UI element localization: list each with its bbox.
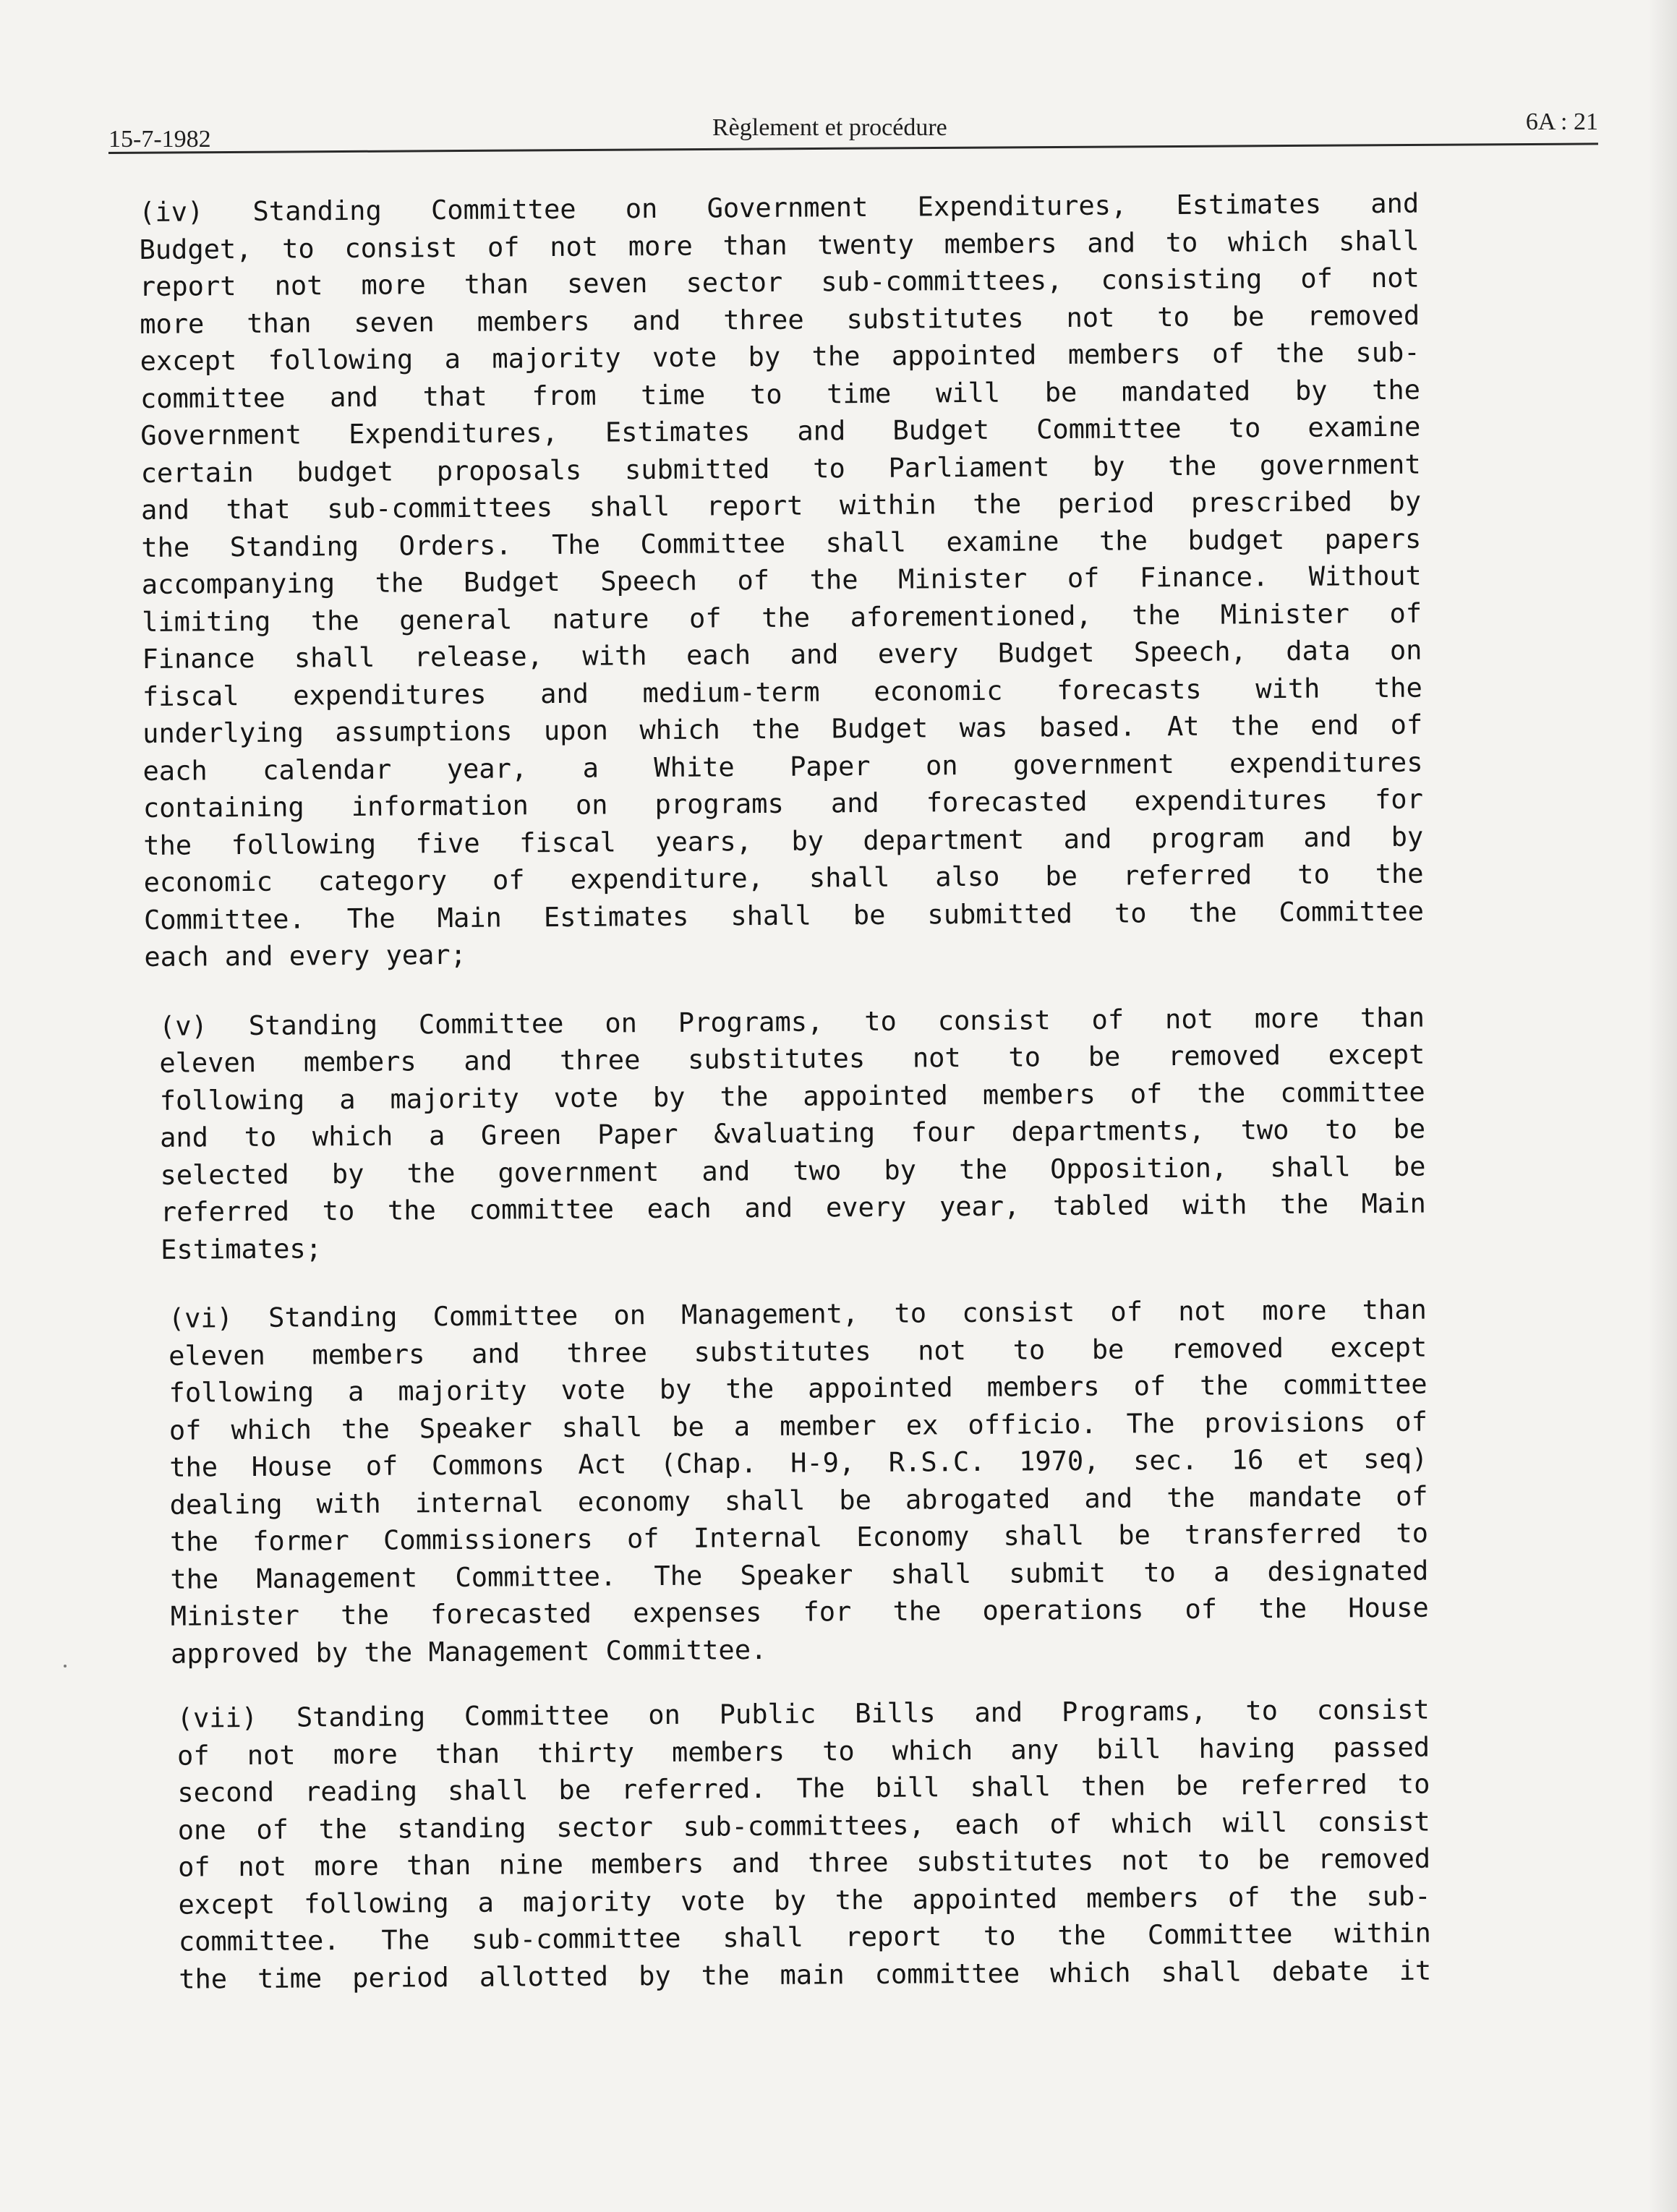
paragraph-line: more than seven members and three substitutes not to be removed [140, 299, 1420, 340]
paragraph-line: Finance shall release, with each and every Budget Speech, data on [142, 634, 1422, 675]
paragraph-line: following a majority vote by the appointed members of the committee [159, 1076, 1425, 1116]
paragraph-line: except following a majority vote by the appointed members of the sub- [140, 336, 1420, 377]
paragraph-line: Minister the forecasted expenses for the operations of the House [170, 1592, 1429, 1632]
paragraph-vi [168, 1291, 1430, 1673]
paragraph-line: and that sub-committees shall report within the period prescribed by [140, 485, 1422, 526]
paragraph-line: selected by the government and two by the Opposition, shall be [160, 1150, 1426, 1191]
header-page-number: 6A : 21 [1525, 108, 1598, 135]
paragraph-line: Estimates; [161, 1232, 323, 1265]
paragraph-line: each and every year; [144, 939, 467, 973]
paragraph-line: the Management Committee. The Speaker shall submit to a designated [170, 1555, 1429, 1595]
paragraph-line: certain budget proposals submitted to Parliament by the government [140, 448, 1421, 489]
paragraph-line: the following five fiscal years, by department and program and by [143, 821, 1424, 861]
paragraph-line: referred to the committee each and every year, tabled with the Main [160, 1187, 1426, 1228]
paragraph-line: Budget, to consist of not more than twenty members and to which shall [139, 225, 1420, 265]
paragraph-line: of which the Speaker shall be a member ex officio. The provisions of [168, 1406, 1428, 1446]
paragraph-iv [139, 185, 1425, 976]
paragraph-line: (vii) Standing Committee on Public Bills and Programs, to consist [176, 1694, 1430, 1734]
paragraph-line: Committee. The Main Estimates shall be submitted to the Committee [143, 895, 1425, 936]
paragraph-line: dealing with internal economy shall be abrogated and the mandate of [169, 1480, 1428, 1521]
document-body [139, 185, 1432, 2030]
paragraph-line: committee. The sub-committee shall report to the Committee within [178, 1917, 1431, 1957]
paragraph-line: containing information on programs and forecasted expenditures for [142, 783, 1424, 824]
paragraph-line: underlying assumptions upon which the Budget was based. At the end of [142, 709, 1423, 749]
paragraph-line: one of the standing sector sub-committees, each of which will consist [177, 1806, 1430, 1846]
paragraph-line: report not more than seven sector sub-committees, consisting of not [139, 262, 1420, 302]
paragraph-line: (iv) Standing Committee on Government Expenditures, Estimates and [139, 187, 1420, 228]
paragraph-line: limiting the general nature of the aforementioned, the Minister of [141, 597, 1422, 638]
paragraph-line: the Standing Orders. The Committee shall examine the budget papers [141, 523, 1422, 563]
paragraph-line: each calendar year, a White Paper on government expenditures [142, 746, 1423, 787]
paragraph-line: eleven members and three substitutes not to be removed except [159, 1038, 1425, 1079]
paragraph-line: Government Expenditures, Estimates and Budget Committee to examine [140, 411, 1421, 451]
paragraph-line: economic category of expenditure, shall also be referred to the [143, 858, 1424, 898]
paragraph-line: except following a majority vote by the appointed members of the sub- [178, 1880, 1431, 1921]
paragraph-line: the House of Commons Act (Chap. H-9, R.S.C. 1970, sec. 16 et seq) [169, 1443, 1428, 1483]
page-edge-shadow [1648, 0, 1677, 2212]
paragraph-line: (v) Standing Committee on Programs, to consist of not more than [158, 1002, 1425, 1042]
header-title: Règlement et procédure [712, 114, 947, 141]
paragraph-line: following a majority vote by the appointed members of the committee [168, 1368, 1428, 1409]
paragraph-line: accompanying the Budget Speech of the Minister of Finance. Without [141, 560, 1422, 600]
paragraph-line: of not more than nine members and three substitutes not to be removed [178, 1842, 1431, 1883]
paragraph-line: (vi) Standing Committee on Management, to consist of not more than [168, 1294, 1427, 1334]
paragraph-line: of not more than thirty members to which any bill having passed [176, 1731, 1430, 1772]
paragraph-line: the former Commissioners of Internal Economy shall be transferred to [169, 1517, 1429, 1558]
paragraph-vii [177, 1691, 1432, 1998]
paragraph-line: fiscal expenditures and medium-term economic forecasts with the [142, 672, 1422, 712]
paragraph-line: eleven members and three substitutes not to be removed except [168, 1331, 1428, 1372]
paragraph-line: committee and that from time to time will be mandated by the [140, 374, 1421, 414]
paragraph-line: approved by the Management Committee. [170, 1634, 767, 1670]
paragraph-line: the time period allotted by the main committee which shall debate it [179, 1955, 1432, 1995]
paragraph-v [159, 999, 1426, 1268]
paragraph-line: second reading shall be referred. The bill shall then be referred to [177, 1768, 1430, 1809]
header-date: 15-7-1982 [108, 126, 211, 153]
scan-speck [64, 1665, 67, 1667]
paragraph-line: and to which a Green Paper &valuating four departments, two to be [159, 1113, 1426, 1153]
